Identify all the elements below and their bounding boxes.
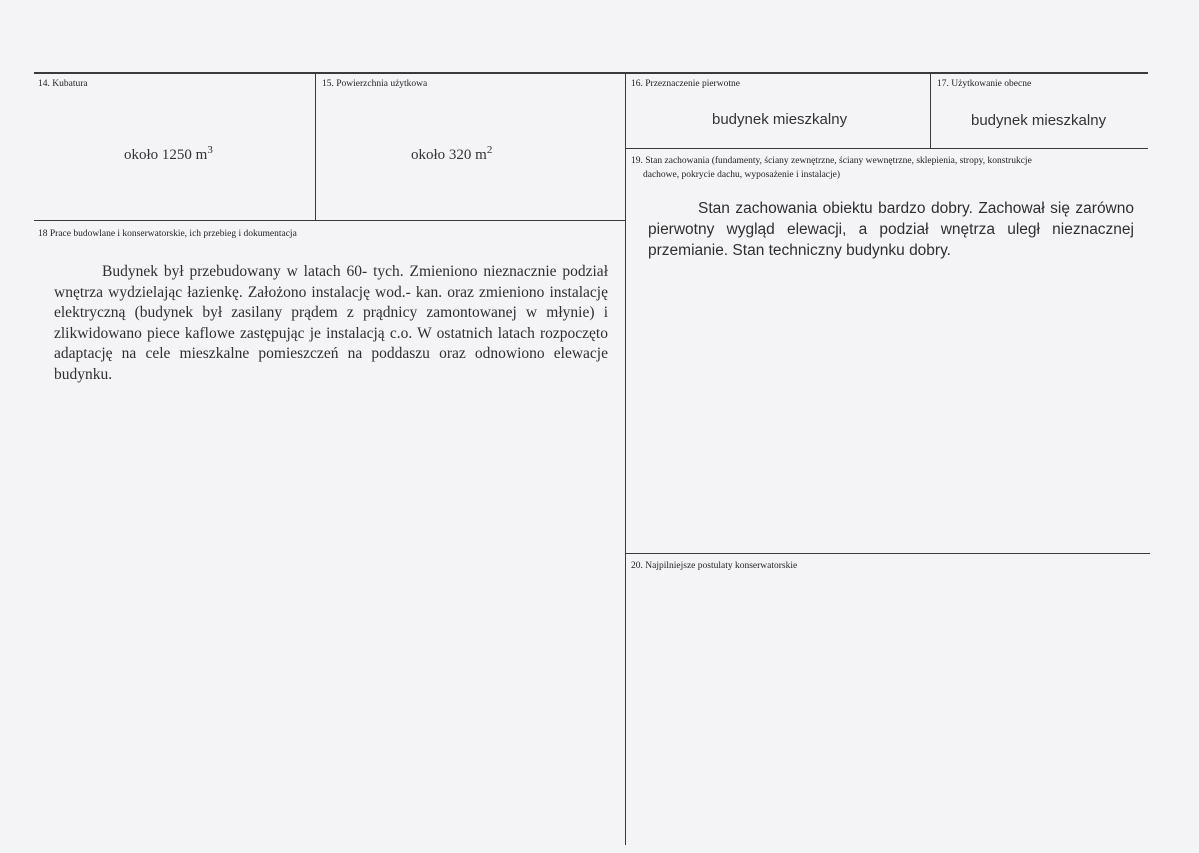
field-16-label: 16. Przeznaczenie pierwotne [631,79,740,89]
field-18-label: 18 Prace budowlane i konserwatorskie, ich przebieg i dokumentacja [38,229,297,239]
field-15-unit-exponent: 2 [486,144,493,156]
field-15-label: 15. Powierzchnia użytkowa [322,79,428,89]
field-14-label: 14. Kubatura [38,79,88,89]
field-20-label: 20. Najpilniejsze postulaty konserwatorskie [631,561,798,571]
top-rule [34,72,1148,74]
field-18-text-content: Budynek był przebudowany w latach 60- tych. Zmieniono nieznacznie podział wnętrza wydzielając łazienkę. Założono instalację wod.- kan. oraz zmieniono instalację elektryczną (budynek był zasilany prądem z prądnicy zamontowanej w młynie) i zlikwidowano piece kaflowe zastępując je instalacją c.o. W ostatnich latach rozpoczęto adaptację na cele mieszkalne pomieszczeń na poddaszu oraz odnowiono elewacje budynku. [54,263,608,383]
field-19-label-line2: dachowe, pokrycie dachu, wyposażenie i instalacje) [643,170,841,180]
rule-left-mid [34,220,626,221]
field-16-value: budynek mieszkalny [712,111,848,128]
field-14-value [124,144,213,164]
rule-right-lower [626,553,1150,554]
divider-14-15 [315,73,316,221]
field-18-text [54,262,608,386]
field-19-text [648,198,1134,261]
field-19-label-line1: 19. Stan zachowania (fundamenty, ściany zewnętrzne, ściany wewnętrzne, sklepienia, stropy, konstrukcje [631,156,1032,166]
divider-16-17 [930,73,931,149]
field-15-value-text: około 320 m [411,147,487,163]
divider-main [625,73,626,845]
field-15-value [411,144,492,164]
field-19-text-content: Stan zachowania obiektu bardzo dobry. Zachował się zarówno pierwotny wygląd elewacji, a podział wnętrza uległ nieznacznej przemianie. Stan techniczny budynku dobry. [648,200,1134,259]
rule-right-upper [626,148,1148,149]
field-14-unit-exponent: 3 [207,144,213,156]
field-17-value: budynek mieszkalny [971,112,1107,129]
field-17-label: 17. Użytkowanie obecne [937,79,1032,89]
field-14-value-text: około 1250 m [124,147,208,163]
